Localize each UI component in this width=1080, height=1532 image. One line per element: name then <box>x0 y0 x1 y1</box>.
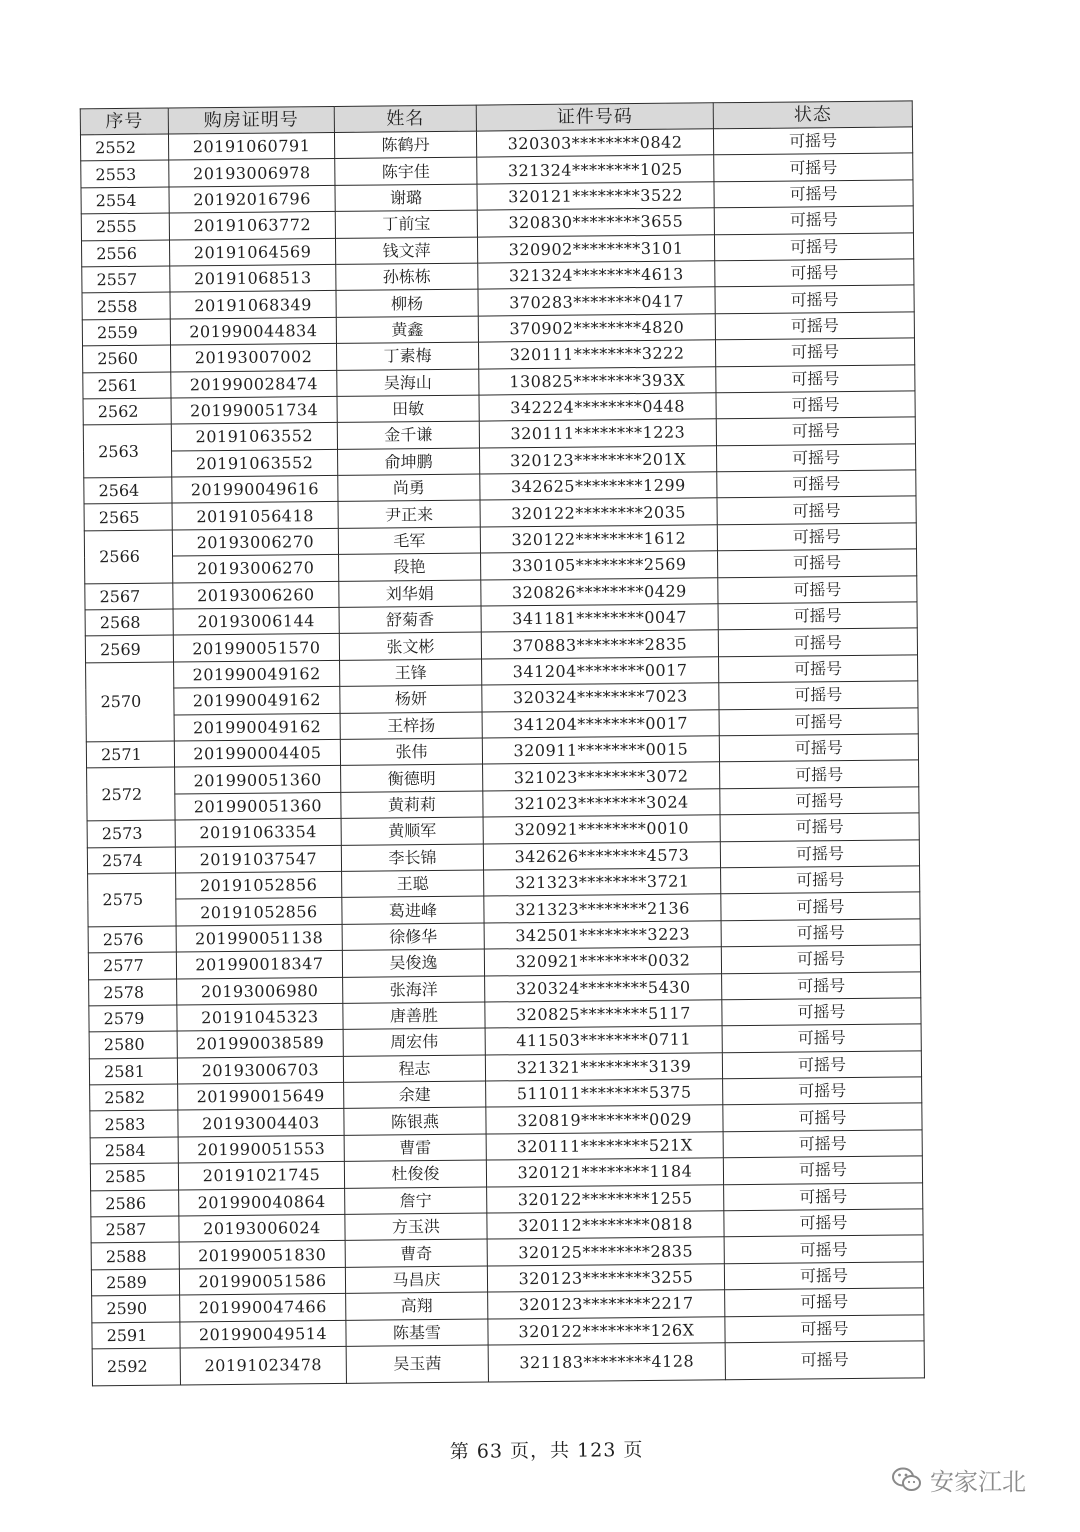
cell-cert-number: 20193006703 <box>177 1056 343 1084</box>
cell-id-number: 320921********0010 <box>483 815 720 844</box>
cell-cert-number: 20191052856 <box>176 871 342 899</box>
cell-seq: 2565 <box>84 503 172 530</box>
cell-status: 可摇号 <box>715 312 914 340</box>
cell-status: 可摇号 <box>718 628 917 656</box>
cell-cert-number: 20191052856 <box>176 898 342 926</box>
wechat-icon <box>892 1467 922 1493</box>
cell-cert-number: 20191063552 <box>172 449 338 477</box>
cell-seq: 2554 <box>81 187 169 214</box>
cell-status: 可摇号 <box>724 1182 923 1210</box>
cell-name: 衡德明 <box>341 764 483 792</box>
cell-cert-number: 201990051586 <box>179 1267 345 1295</box>
cell-seq: 2576 <box>88 926 176 953</box>
table-row <box>92 1341 924 1386</box>
cell-seq: 2572 <box>87 767 176 821</box>
cell-id-number: 320123********2217 <box>488 1290 725 1319</box>
cell-cert-number: 20191056418 <box>172 502 338 530</box>
cell-id-number: 320826********0429 <box>481 577 718 606</box>
cell-name: 唐善胜 <box>343 1002 485 1030</box>
cell-seq: 2557 <box>82 266 170 293</box>
cell-name: 柳杨 <box>336 289 478 317</box>
cell-name: 吴玉茜 <box>346 1345 488 1383</box>
header-cert-number: 购房证明号 <box>168 106 334 134</box>
cell-id-number: 342625********1299 <box>480 472 717 501</box>
cell-name: 杜俊俊 <box>344 1160 486 1188</box>
cell-cert-number: 201990051553 <box>178 1135 344 1163</box>
cell-id-number: 321023********3072 <box>483 762 720 791</box>
cell-cert-number: 201990051830 <box>179 1241 345 1269</box>
cell-seq: 2579 <box>89 1005 177 1032</box>
cell-cert-number: 201990049514 <box>180 1320 346 1348</box>
cell-name: 吴俊逸 <box>342 949 484 977</box>
cell-id-number: 320830********3655 <box>477 208 714 237</box>
cell-status: 可摇号 <box>717 470 916 498</box>
cell-cert-number: 201990018347 <box>176 951 342 979</box>
cell-seq: 2589 <box>91 1269 179 1296</box>
cell-status: 可摇号 <box>723 1077 922 1105</box>
cell-seq: 2571 <box>86 741 174 768</box>
cell-status: 可摇号 <box>714 180 913 208</box>
cell-id-number: 370283********0417 <box>478 287 715 316</box>
cell-cert-number: 20191045323 <box>177 1003 343 1031</box>
cell-id-number: 320123********201X <box>479 445 716 474</box>
cell-seq: 2583 <box>90 1110 178 1137</box>
cell-id-number: 342501********3223 <box>484 920 721 949</box>
cell-seq: 2584 <box>90 1137 178 1164</box>
cell-name: 张文彬 <box>339 632 481 660</box>
cell-cert-number: 20193006144 <box>173 607 339 635</box>
cell-status: 可摇号 <box>718 549 917 577</box>
cell-status: 可摇号 <box>719 734 918 762</box>
cell-id-number: 320324********5430 <box>485 973 722 1002</box>
cell-cert-number: 201990051360 <box>175 792 341 820</box>
cell-status: 可摇号 <box>723 1130 922 1158</box>
cell-cert-number: 20191037547 <box>175 845 341 873</box>
cell-cert-number: 20193004403 <box>178 1109 344 1137</box>
cell-id-number: 320111********3222 <box>478 340 715 369</box>
cell-status: 可摇号 <box>722 971 921 999</box>
cell-status: 可摇号 <box>716 391 915 419</box>
cell-id-number: 320122********126X <box>488 1316 725 1345</box>
cell-id-number: 320902********3101 <box>477 234 714 263</box>
cell-status: 可摇号 <box>722 1051 921 1079</box>
cell-status: 可摇号 <box>716 444 915 472</box>
cell-seq: 2574 <box>87 847 175 874</box>
cell-id-number: 511011********5375 <box>486 1079 723 1108</box>
cell-status: 可摇号 <box>717 523 916 551</box>
cell-name: 马昌庆 <box>345 1266 487 1294</box>
cell-name: 王梓扬 <box>340 712 482 740</box>
cell-cert-number: 20191063354 <box>175 819 341 847</box>
cell-id-number: 321323********2136 <box>484 894 721 923</box>
cell-cert-number: 201990044834 <box>170 317 336 345</box>
cell-status: 可摇号 <box>718 602 917 630</box>
cell-id-number: 320122********2035 <box>480 498 717 527</box>
cell-name: 黄鑫 <box>336 316 478 344</box>
cell-seq: 2567 <box>85 583 173 610</box>
cell-cert-number: 20193006260 <box>173 581 339 609</box>
cell-id-number: 341204********0017 <box>482 657 719 686</box>
cell-status: 可摇号 <box>722 1024 921 1052</box>
cell-id-number: 320911********0015 <box>482 736 719 765</box>
cell-cert-number: 20191068349 <box>170 291 336 319</box>
cell-status: 可摇号 <box>719 681 918 709</box>
cell-name: 陈宇佳 <box>335 157 477 185</box>
cell-id-number: 320121********3522 <box>477 182 714 211</box>
cell-cert-number: 201990047466 <box>180 1294 346 1322</box>
cell-cert-number: 20192016796 <box>169 185 335 213</box>
cell-name: 金千谦 <box>337 421 479 449</box>
cell-seq: 2560 <box>83 345 171 372</box>
cell-seq: 2564 <box>84 477 172 504</box>
cell-name: 徐修华 <box>342 923 484 951</box>
cell-name: 陈基雪 <box>346 1319 488 1347</box>
cell-id-number: 321183********4128 <box>488 1343 725 1382</box>
cell-name: 尚勇 <box>338 474 480 502</box>
lottery-roster-table <box>80 100 925 1386</box>
watermark-text: 安家江北 <box>930 1468 1026 1496</box>
cell-seq: 2573 <box>87 820 175 847</box>
account-watermark <box>892 1462 1026 1497</box>
cell-cert-number: 201990015649 <box>178 1082 344 1110</box>
cell-seq: 2561 <box>83 372 171 399</box>
cell-id-number: 320111********521X <box>486 1132 723 1161</box>
cell-status: 可摇号 <box>725 1288 924 1316</box>
cell-seq: 2578 <box>89 978 177 1005</box>
cell-cert-number: 20193006980 <box>177 977 343 1005</box>
cell-id-number: 321321********3139 <box>485 1052 722 1081</box>
cell-status: 可摇号 <box>720 787 919 815</box>
cell-name: 周宏伟 <box>343 1028 485 1056</box>
cell-status: 可摇号 <box>718 576 917 604</box>
cell-name: 程志 <box>343 1055 485 1083</box>
cell-cert-number: 20191063552 <box>171 423 337 451</box>
cell-seq: 2556 <box>81 240 169 267</box>
cell-id-number: 341204********0017 <box>482 709 719 738</box>
cell-cert-number: 20193006024 <box>179 1214 345 1242</box>
cell-status: 可摇号 <box>721 945 920 973</box>
cell-status: 可摇号 <box>721 919 920 947</box>
cell-seq: 2570 <box>86 662 175 742</box>
cell-seq: 2566 <box>84 530 173 584</box>
cell-status: 可摇号 <box>724 1262 923 1290</box>
cell-cert-number: 201990004405 <box>174 739 340 767</box>
cell-cert-number: 201990049162 <box>174 713 340 741</box>
cell-seq: 2563 <box>83 424 172 478</box>
cell-seq: 2569 <box>85 635 173 662</box>
cell-name: 王聪 <box>342 870 484 898</box>
cell-name: 黄顺军 <box>341 817 483 845</box>
cell-cert-number: 20191021745 <box>178 1162 344 1190</box>
cell-status: 可摇号 <box>720 760 919 788</box>
cell-seq: 2588 <box>91 1242 179 1269</box>
cell-cert-number: 20191068513 <box>170 264 336 292</box>
cell-name: 丁前宝 <box>335 210 477 238</box>
cell-seq: 2559 <box>82 319 170 346</box>
cell-status: 可摇号 <box>715 259 914 287</box>
cell-seq: 2581 <box>89 1058 177 1085</box>
cell-status: 可摇号 <box>713 127 912 155</box>
cell-seq: 2568 <box>85 609 173 636</box>
cell-status: 可摇号 <box>714 153 913 181</box>
cell-name: 黄莉莉 <box>341 791 483 819</box>
table-body <box>80 127 924 1386</box>
cell-id-number: 320303********0842 <box>476 129 713 158</box>
cell-id-number: 320324********7023 <box>482 683 719 712</box>
cell-status: 可摇号 <box>717 496 916 524</box>
cell-status: 可摇号 <box>725 1314 924 1342</box>
cell-id-number: 320125********2835 <box>487 1237 724 1266</box>
cell-name: 余建 <box>344 1081 486 1109</box>
cell-name: 杨妍 <box>340 685 482 713</box>
cell-name: 丁素梅 <box>336 342 478 370</box>
cell-cert-number: 201990051570 <box>173 634 339 662</box>
cell-name: 张伟 <box>340 738 482 766</box>
cell-id-number: 320122********1255 <box>487 1184 724 1213</box>
cell-name: 毛军 <box>338 527 480 555</box>
cell-id-number: 341181********0047 <box>481 604 718 633</box>
cell-id-number: 411503********0711 <box>485 1026 722 1055</box>
page-number-footer: 第 63 页，共 123 页 <box>449 1439 644 1463</box>
cell-id-number: 370902********4820 <box>478 314 715 343</box>
cell-seq: 2553 <box>81 160 169 187</box>
cell-name: 曹雷 <box>344 1134 486 1162</box>
cell-id-number: 321323********3721 <box>484 868 721 897</box>
cell-name: 尹正来 <box>338 501 480 529</box>
header-name: 姓名 <box>334 105 476 132</box>
cell-status: 可摇号 <box>716 417 915 445</box>
cell-status: 可摇号 <box>716 364 915 392</box>
cell-id-number: 320121********1184 <box>486 1158 723 1187</box>
cell-seq: 2580 <box>89 1031 177 1058</box>
cell-cert-number: 20191023478 <box>180 1346 346 1385</box>
cell-status: 可摇号 <box>725 1341 924 1380</box>
cell-seq: 2575 <box>88 873 177 927</box>
cell-name: 田敏 <box>337 395 479 423</box>
cell-cert-number: 201990051360 <box>175 766 341 794</box>
cell-cert-number: 201990040864 <box>179 1188 345 1216</box>
cell-name: 孙栋栋 <box>336 263 478 291</box>
cell-status: 可摇号 <box>720 813 919 841</box>
cell-seq: 2586 <box>91 1190 179 1217</box>
cell-name: 吴海山 <box>337 369 479 397</box>
cell-seq: 2585 <box>90 1163 178 1190</box>
cell-id-number: 320122********1612 <box>480 525 717 554</box>
cell-cert-number: 201990049162 <box>174 687 340 715</box>
cell-cert-number: 201990038589 <box>177 1030 343 1058</box>
cell-name: 钱文萍 <box>335 237 477 265</box>
cell-name: 刘华娟 <box>339 580 481 608</box>
cell-name: 曹奇 <box>345 1239 487 1267</box>
cell-id-number: 342626********4573 <box>483 841 720 870</box>
cell-id-number: 320921********0032 <box>484 947 721 976</box>
cell-name: 陈银燕 <box>344 1107 486 1135</box>
cell-name: 王锋 <box>340 659 482 687</box>
cell-cert-number: 20193006978 <box>169 159 335 187</box>
cell-seq: 2592 <box>92 1348 180 1386</box>
cell-cert-number: 20193007002 <box>171 344 337 372</box>
cell-status: 可摇号 <box>721 866 920 894</box>
header-status: 状态 <box>713 101 912 129</box>
cell-status: 可摇号 <box>722 998 921 1026</box>
cell-cert-number: 20191060791 <box>168 132 334 160</box>
cell-name: 俞坤鹏 <box>338 448 480 476</box>
cell-status: 可摇号 <box>723 1156 922 1184</box>
cell-cert-number: 201990049162 <box>174 660 340 688</box>
cell-cert-number: 201990051138 <box>176 924 342 952</box>
cell-status: 可摇号 <box>714 232 913 260</box>
cell-id-number: 370883********2835 <box>481 630 718 659</box>
cell-id-number: 321324********1025 <box>477 155 714 184</box>
cell-status: 可摇号 <box>724 1209 923 1237</box>
cell-seq: 2558 <box>82 292 170 319</box>
cell-seq: 2590 <box>92 1295 180 1322</box>
cell-id-number: 320123********3255 <box>487 1264 724 1293</box>
header-id-number: 证件号码 <box>476 103 713 131</box>
cell-name: 高翔 <box>346 1292 488 1320</box>
cell-id-number: 321324********4613 <box>478 261 715 290</box>
cell-id-number: 321023********3024 <box>483 789 720 818</box>
cell-name: 段艳 <box>339 553 481 581</box>
cell-cert-number: 20191064569 <box>169 238 335 266</box>
cell-status: 可摇号 <box>720 839 919 867</box>
cell-id-number: 320111********1223 <box>479 419 716 448</box>
cell-id-number: 342224********0448 <box>479 393 716 422</box>
cell-status: 可摇号 <box>719 655 918 683</box>
cell-status: 可摇号 <box>723 1103 922 1131</box>
cell-id-number: 320112********0818 <box>487 1211 724 1240</box>
cell-name: 葛进峰 <box>342 896 484 924</box>
cell-status: 可摇号 <box>715 338 914 366</box>
cell-name: 詹宁 <box>345 1187 487 1215</box>
cell-seq: 2577 <box>88 952 176 979</box>
cell-name: 张海洋 <box>343 976 485 1004</box>
cell-seq: 2582 <box>90 1084 178 1111</box>
cell-name: 李长锦 <box>341 844 483 872</box>
cell-status: 可摇号 <box>714 206 913 234</box>
cell-id-number: 130825********393X <box>479 366 716 395</box>
cell-cert-number: 20193006270 <box>173 555 339 583</box>
cell-status: 可摇号 <box>721 892 920 920</box>
cell-name: 舒菊香 <box>339 606 481 634</box>
cell-cert-number: 201990049616 <box>172 476 338 504</box>
cell-id-number: 320825********5117 <box>485 1000 722 1029</box>
cell-seq: 2562 <box>83 398 171 425</box>
cell-status: 可摇号 <box>715 285 914 313</box>
cell-seq: 2552 <box>80 134 168 161</box>
cell-seq: 2591 <box>92 1322 180 1349</box>
cell-cert-number: 201990051734 <box>171 396 337 424</box>
cell-status: 可摇号 <box>724 1235 923 1263</box>
cell-seq: 2587 <box>91 1216 179 1243</box>
cell-name: 方玉洪 <box>345 1213 487 1241</box>
cell-cert-number: 20193006270 <box>172 528 338 556</box>
cell-seq: 2555 <box>81 213 169 240</box>
cell-cert-number: 201990028474 <box>171 370 337 398</box>
cell-name: 陈鹤丹 <box>334 131 476 159</box>
cell-cert-number: 20191063772 <box>169 212 335 240</box>
header-seq: 序号 <box>80 108 168 135</box>
cell-name: 谢璐 <box>335 184 477 212</box>
cell-id-number: 320819********0029 <box>486 1105 723 1134</box>
cell-status: 可摇号 <box>719 707 918 735</box>
cell-id-number: 330105********2569 <box>481 551 718 580</box>
